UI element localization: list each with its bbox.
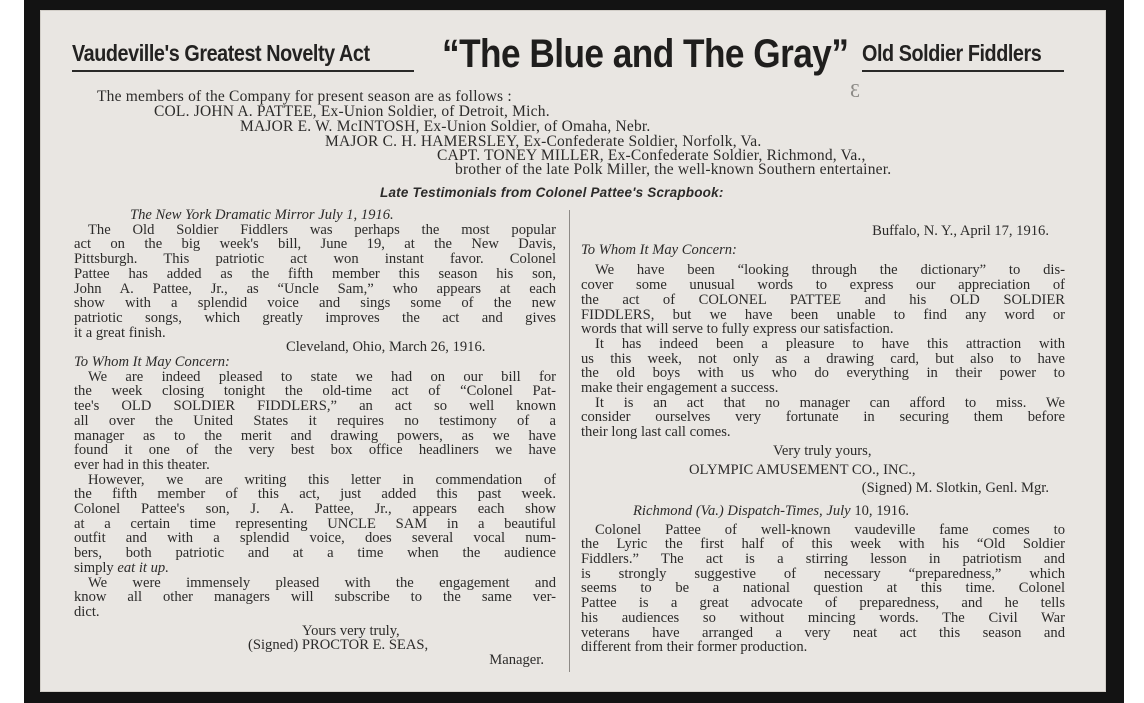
richmond-date: 10, 1916.	[854, 502, 910, 519]
buffalo-line: make their engagement a success.	[581, 380, 779, 397]
dramatic-mirror-line: Pittsburgh. This patriotic act won instant favor. Colonel	[74, 251, 556, 268]
header-right-tagline: Old Soldier Fiddlers	[862, 40, 1042, 66]
header-title: “The Blue and The Gray”	[442, 32, 849, 76]
buffalo-line: consider ourselves very fortunate in securing them before	[581, 409, 1065, 426]
cleveland-line: know all other managers will subscribe to the same ver-	[74, 589, 556, 606]
dramatic-mirror-line: act on the big week's bill, June 19, at the New Davis,	[74, 236, 556, 253]
richmond-line: seems to be a national question at this time. Colonel	[581, 580, 1065, 597]
buffalo-signature: (Signed) M. Slotkin, Genl. Mgr.	[861, 480, 1049, 497]
richmond-line: Pattee is a great advocate of preparedness, and he tells	[581, 595, 1065, 612]
dramatic-mirror-line: it a great finish.	[74, 324, 166, 341]
cleveland-line: the week closing tonight the old-time act of “Colonel Pat-	[74, 383, 556, 400]
richmond-line: Fiddlers.” The act is a stirring lesson in patriotism and	[581, 551, 1065, 568]
dramatic-mirror-line: patriotic songs, which greatly improves the act and gives	[74, 309, 556, 326]
cleveland-salutation: To Whom It May Concern:	[74, 354, 230, 371]
cleveland-line: dict.	[74, 603, 100, 620]
cleveland-line: We were immensely pleased with the engagement and	[88, 574, 556, 591]
buffalo-closing: Very truly yours,	[773, 442, 872, 459]
cleveland-italic-text: eat it up.	[117, 559, 169, 576]
cleveland-line: ever had in this theater.	[74, 456, 210, 473]
richmond-line: veterans have arranged a very neat act this season and	[581, 624, 1065, 641]
richmond-source: Richmond (Va.) Dispatch-Times, July	[633, 502, 851, 519]
buffalo-line: us this week, not only as a drawing card, but also to have	[581, 350, 1065, 367]
member-line: brother of the late Polk Miller, the well-known Southern entertainer.	[455, 161, 892, 178]
dramatic-mirror-line: show with a splendid voice and sings some of the new	[74, 295, 556, 312]
richmond-line: is strongly suggestive of necessary “preparedness,” which	[581, 565, 1065, 582]
buffalo-line: the old boys with us who do everything in their power to	[581, 365, 1065, 382]
cleveland-line: However, we are writing this letter in commendation of	[88, 471, 556, 488]
dramatic-mirror-source: The New York Dramatic Mirror	[130, 207, 315, 223]
buffalo-line: words that will serve to fully express our satisfaction.	[581, 321, 894, 338]
buffalo-line: It has indeed been a pleasure to have this attraction with	[595, 335, 1065, 352]
buffalo-line: It is an act that no manager can afford to miss. We	[595, 394, 1065, 411]
cleveland-dateline: Cleveland, Ohio, March 26, 1916.	[286, 339, 486, 356]
dramatic-mirror-line: The Old Soldier Fiddlers was perhaps the most popular	[88, 221, 556, 238]
dramatic-mirror-date: July 1, 1916.	[318, 207, 394, 223]
cleveland-text: simply	[74, 559, 118, 576]
member-line: MAJOR E. W. McINTOSH, Ex-Union Soldier, of Omaha, Nebr.	[240, 118, 651, 135]
cleveland-line: tee's OLD SOLDIER FIDDLERS,” an act so well known	[74, 398, 556, 415]
member-line: CAPT. TONEY MILLER, Ex-Confederate Soldier, Richmond, Va.,	[437, 147, 866, 164]
buffalo-line: FIDDLERS, but we have been unable to find any word or	[581, 306, 1065, 323]
richmond-line: different from their former production.	[581, 639, 808, 656]
column-divider	[569, 210, 570, 672]
richmond-line: the Lyric the first half of this week with his “Old Soldier	[581, 536, 1065, 553]
buffalo-line: cover some unusual words to express our appreciation of	[581, 277, 1065, 294]
cleveland-title: Manager.	[489, 652, 544, 669]
testimonials-heading: Late Testimonials from Colonel Pattee's Scrapbook:	[380, 185, 724, 200]
member-line: MAJOR C. H. HAMERSLEY, Ex-Confederate Soldier, Norfolk, Va.	[325, 133, 762, 150]
buffalo-line: We have been “looking through the dictionary” to dis-	[595, 262, 1065, 279]
richmond-heading	[581, 504, 1065, 519]
cleveland-line: bers, both patriotic and at a time when the audience	[74, 545, 556, 562]
postcard	[40, 10, 1106, 692]
cleveland-line: Colonel Pattee's son, J. A. Pattee, Jr., appears each show	[74, 501, 556, 518]
dramatic-mirror-line: Pattee has added as the fifth member this season his son,	[74, 265, 556, 282]
header-left-tagline: Vaudeville's Greatest Novelty Act	[72, 40, 370, 66]
richmond-line: Colonel Pattee of well-known vaudeville fame comes to	[595, 521, 1065, 538]
cleveland-line: at a certain time representing UNCLE SAM in a beautiful	[74, 515, 556, 532]
cleveland-line-end	[74, 561, 556, 576]
pencil-mark: Ɛ	[850, 80, 861, 102]
left-column	[74, 208, 556, 668]
buffalo-company: OLYMPIC AMUSEMENT CO., INC.,	[689, 461, 916, 478]
right-column	[581, 224, 1065, 655]
cleveland-line: We are indeed pleased to state we had on our bill for	[88, 368, 556, 385]
member-line: COL. JOHN A. PATTEE, Ex-Union Soldier, of Detroit, Mich.	[154, 103, 550, 120]
dramatic-mirror-line: John A. Pattee, Jr., as “Uncle Sam,” who appears at each	[74, 280, 556, 297]
cleveland-signature: (Signed) PROCTOR E. SEAS,	[248, 637, 429, 654]
header-left-rule	[72, 70, 414, 72]
dramatic-mirror-heading	[74, 208, 556, 223]
cleveland-line: outfit and with a splendid voice, does several vocal num-	[74, 530, 556, 547]
cleveland-line: found it one of the very best box office headliners we have	[74, 442, 556, 459]
buffalo-line: the act of COLONEL PATTEE and his OLD SOLDIER	[581, 291, 1065, 308]
members-intro: The members of the Company for present season are as follows :	[97, 88, 512, 105]
cleveland-line: the fifth member of this act, just added this past week.	[74, 486, 556, 503]
buffalo-salutation: To Whom It May Concern:	[581, 241, 737, 258]
richmond-line: his audiences so without mincing words. The Civil War	[581, 609, 1065, 626]
cleveland-closing: Yours very truly,	[302, 622, 400, 639]
buffalo-line: their long last call comes.	[581, 424, 731, 441]
buffalo-dateline: Buffalo, N. Y., April 17, 1916.	[872, 223, 1049, 239]
cleveland-line: all over the United States it requires no testimony of a	[74, 412, 556, 429]
cleveland-line: manager as to the merit and drawing powers, as we have	[74, 427, 556, 444]
header-right-rule	[862, 70, 1064, 72]
